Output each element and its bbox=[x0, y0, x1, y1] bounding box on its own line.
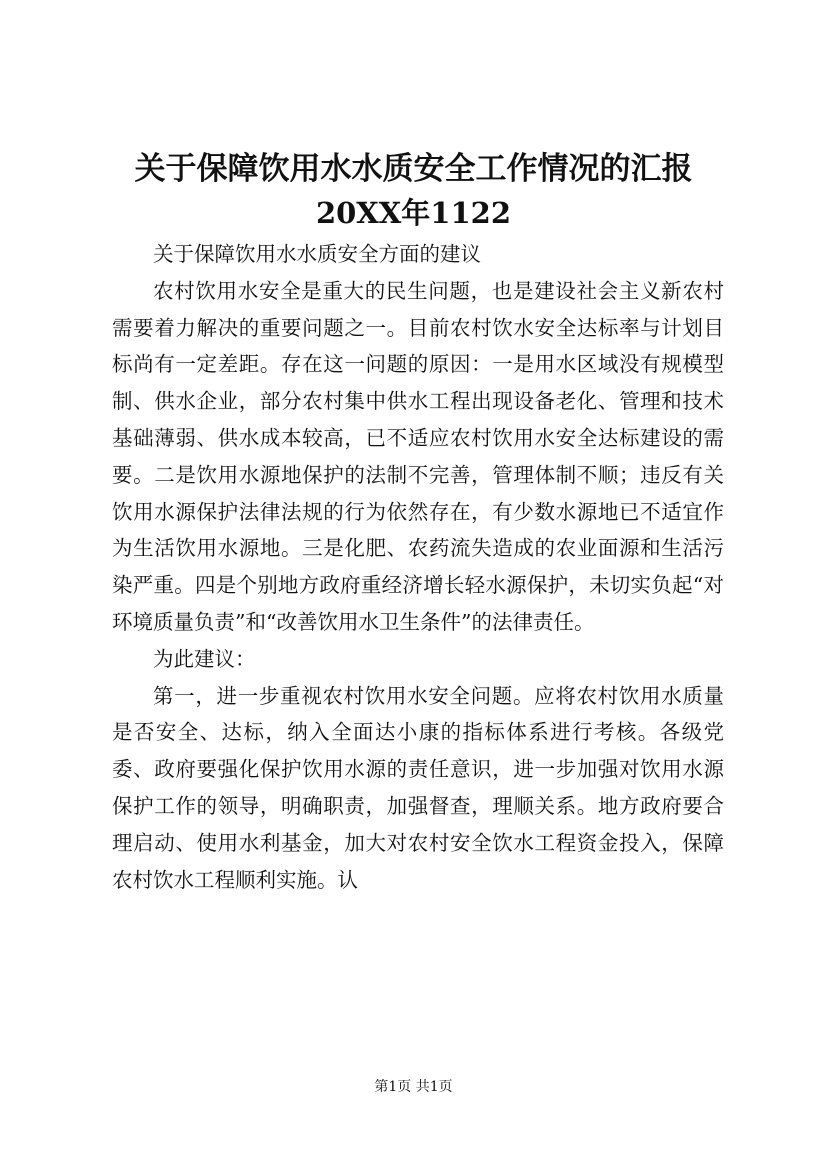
document-title: 关于保障饮用水水质安全工作情况的汇报 bbox=[134, 151, 693, 187]
document-subtitle: 20XX年1122 bbox=[315, 196, 512, 230]
paragraph: 第一，进一步重视农村饮用水安全问题。应将农村饮用水质量是否安全、达标，纳入全面达小康的指标体系进行考核。各级党委、政府要强化保护饮用水源的责任意识，进一步加强对饮用水源保护工作的领导，明确职责，加强督查，理顺关系。地方政府要合理启动、使用水利基金，加大对农村安全饮水工程资金投入，保障农村饮水工程顺利实施。认 bbox=[112, 683, 724, 892]
paragraph: 为此建议： bbox=[153, 646, 256, 671]
document-body bbox=[112, 236, 724, 898]
paragraph: 农村饮用水安全是重大的民生问题，也是建设社会主义新农村需要着力解决的重要问题之一。目前农村饮水安全达标率与计划目标尚有一定差距。存在这一问题的原因：一是用水区域没有规模型制、供水企业，部分农村集中供水工程出现设备老化、管理和技术基础薄弱、供水成本较高，已不适应农村饮用水安全达标建设的需要。二是饮用水源地保护的法制不完善，管理体制不顺；违反有关饮用水源保护法律法规的行为依然存在，有少数水源地已不适宜作为生活饮用水源地。三是化肥、农药流失造成的农业面源和生活污染严重。四是个别地方政府重经济增长轻水源保护，未切实负起“对环境质量负责”和“改善饮用水卫生条件”的法律责任。 bbox=[112, 278, 724, 634]
paragraph-heading: 关于保障饮用水水质安全方面的建议 bbox=[153, 242, 481, 266]
page-footer: 第1页 共1页 bbox=[374, 1079, 453, 1095]
